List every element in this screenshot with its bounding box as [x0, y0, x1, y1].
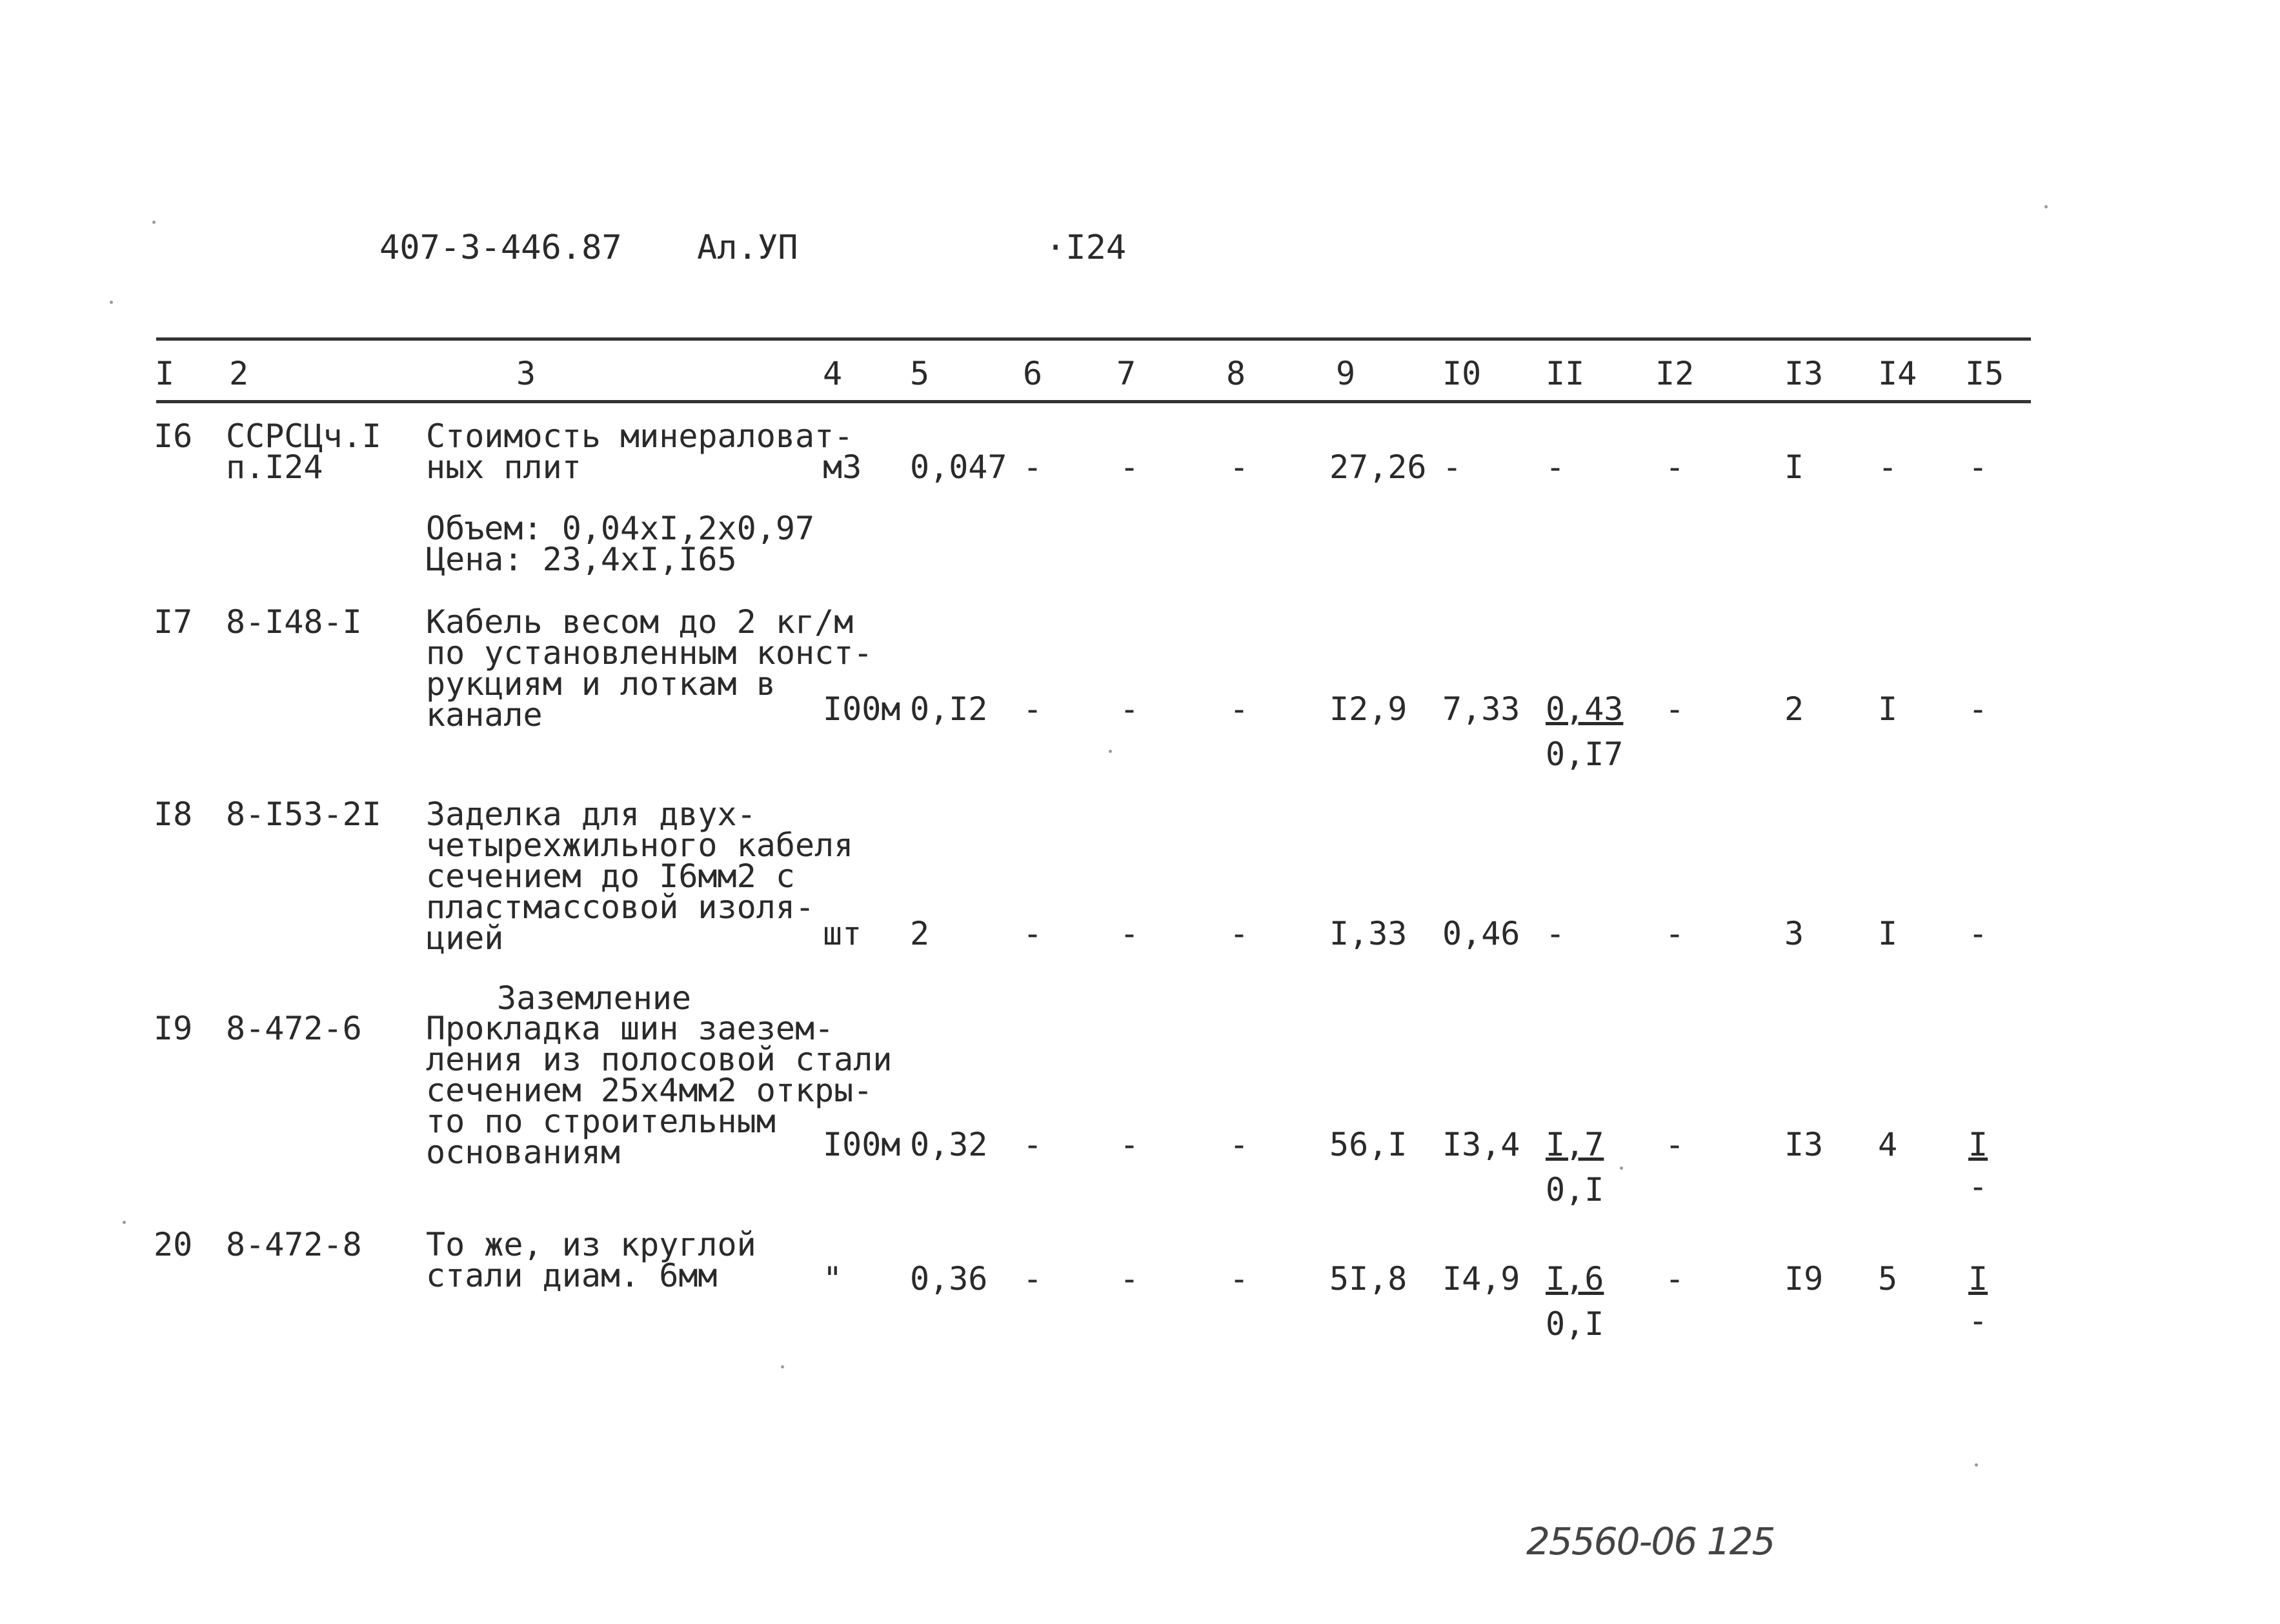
col6-cell: -	[1023, 448, 1043, 486]
album-label: Ал.УП	[697, 228, 798, 267]
page-number: ·I24	[1045, 228, 1127, 267]
handwritten-inventory-number: 25560-06 125	[1526, 1519, 1775, 1563]
col8-cell: -	[1229, 448, 1249, 486]
column-header: I0	[1442, 355, 1482, 392]
col11-cell: 0,43	[1546, 690, 1624, 728]
row-code: 8-472-6	[226, 1010, 362, 1047]
col9-cell: I,33	[1329, 915, 1407, 952]
row-number: I8	[154, 796, 193, 833]
col12-cell: -	[1665, 448, 1685, 486]
unit-cell: I00м	[823, 1126, 901, 1163]
section-heading: Заземление	[497, 979, 692, 1017]
row-description: Прокладка шин заезем- ления из полосовой стали сечением 25х4мм2 откры- то по строительным основаниям	[426, 1010, 893, 1171]
col13-cell: I9	[1784, 1260, 1824, 1298]
row-description: Заделка для двух- четырехжильного кабеля сечением до I6мм2 с пластмассовой изоля- цией	[426, 796, 854, 957]
col15-cell: I	[1968, 1260, 1988, 1298]
document-code: 407-3-446.87	[379, 228, 622, 267]
row-code: ССРСЦч.I п.I24	[226, 417, 381, 486]
col14-cell: 5	[1878, 1260, 1898, 1298]
column-header: 8	[1226, 355, 1246, 392]
col11-cell: I,6	[1546, 1260, 1604, 1298]
col13-cell: I3	[1784, 1126, 1824, 1163]
col7-cell: -	[1120, 1260, 1140, 1298]
col11-cell: -	[1546, 915, 1566, 952]
row-description: Стоимость минераловат- ных плит	[426, 417, 854, 486]
col14-cell: I	[1878, 915, 1898, 952]
column-header: 9	[1336, 355, 1356, 392]
col11-cell: -	[1546, 448, 1566, 486]
column-header: I3	[1784, 355, 1824, 392]
column-header: 2	[229, 355, 249, 392]
unit-cell: шт	[823, 915, 862, 952]
row-code: 8-I48-I	[226, 603, 362, 641]
column-header: I	[155, 355, 175, 392]
col9-cell: I2,9	[1329, 690, 1407, 728]
col9-cell: 56,I	[1329, 1126, 1407, 1163]
unit-cell: м3	[823, 448, 862, 486]
table-header-rule	[156, 400, 2031, 403]
row-number: I7	[154, 603, 193, 641]
col10-cell: I4,9	[1442, 1260, 1520, 1298]
row-note: Объем: 0,04хI,2х0,97 Цена: 23,4хI,I65	[426, 510, 815, 578]
col10-cell: 7,33	[1442, 690, 1520, 728]
quantity-cell: 0,32	[910, 1126, 988, 1163]
col8-cell: -	[1229, 915, 1249, 952]
col7-cell: -	[1120, 915, 1140, 952]
col15-cell: I	[1968, 1126, 1988, 1163]
col11-sub-cell: 0,I7	[1546, 736, 1624, 773]
col15-cell: -	[1968, 448, 1988, 486]
table-top-rule	[156, 337, 2031, 341]
col10-cell: I3,4	[1442, 1126, 1520, 1163]
col8-cell: -	[1229, 1260, 1249, 1298]
col13-cell: 3	[1784, 915, 1804, 952]
col13-cell: I	[1784, 448, 1804, 486]
col7-cell: -	[1120, 1126, 1140, 1163]
col12-cell: -	[1665, 1260, 1685, 1298]
col10-cell: 0,46	[1442, 915, 1520, 952]
col12-cell: -	[1665, 690, 1685, 728]
quantity-cell: 2	[910, 915, 930, 952]
row-code: 8-472-8	[226, 1226, 362, 1263]
column-header: 7	[1116, 355, 1136, 392]
col11-cell: I,7	[1546, 1126, 1604, 1163]
unit-cell: "	[823, 1260, 843, 1298]
col13-cell: 2	[1784, 690, 1804, 728]
col6-cell: -	[1023, 690, 1043, 728]
col8-cell: -	[1229, 1126, 1249, 1163]
column-header: I2	[1655, 355, 1695, 392]
col9-cell: 5I,8	[1329, 1260, 1407, 1298]
column-header: I5	[1965, 355, 2004, 392]
col7-cell: -	[1120, 690, 1140, 728]
column-header: 4	[823, 355, 843, 392]
col8-cell: -	[1229, 690, 1249, 728]
col14-cell: -	[1878, 448, 1898, 486]
col11-sub-cell: 0,I	[1546, 1305, 1604, 1343]
col6-cell: -	[1023, 1126, 1043, 1163]
column-header: 5	[910, 355, 930, 392]
col15-sub-cell: -	[1968, 1168, 1988, 1205]
col15-sub-cell: -	[1968, 1302, 1988, 1339]
quantity-cell: 0,I2	[910, 690, 988, 728]
col9-cell: 27,26	[1329, 448, 1427, 486]
column-header: 6	[1023, 355, 1043, 392]
col7-cell: -	[1120, 448, 1140, 486]
col14-cell: I	[1878, 690, 1898, 728]
row-description: Кабель весом до 2 кг/м по установленным конст- рукциям и лоткам в канале	[426, 603, 873, 734]
col6-cell: -	[1023, 1260, 1043, 1298]
quantity-cell: 0,36	[910, 1260, 988, 1298]
col11-sub-cell: 0,I	[1546, 1171, 1604, 1208]
row-number: I9	[154, 1010, 193, 1047]
unit-cell: I00м	[823, 690, 901, 728]
row-code: 8-I53-2I	[226, 796, 381, 833]
col14-cell: 4	[1878, 1126, 1898, 1163]
col15-cell: -	[1968, 690, 1988, 728]
column-header: 3	[516, 355, 536, 392]
col12-cell: -	[1665, 1126, 1685, 1163]
column-header: II	[1546, 355, 1585, 392]
col12-cell: -	[1665, 915, 1685, 952]
col10-cell: -	[1442, 448, 1462, 486]
row-number: I6	[154, 417, 193, 455]
column-header: I4	[1878, 355, 1917, 392]
col15-cell: -	[1968, 915, 1988, 952]
quantity-cell: 0,047	[910, 448, 1007, 486]
row-number: 20	[154, 1226, 193, 1263]
row-description: То же, из круглой стали диам. 6мм	[426, 1226, 756, 1294]
col6-cell: -	[1023, 915, 1043, 952]
